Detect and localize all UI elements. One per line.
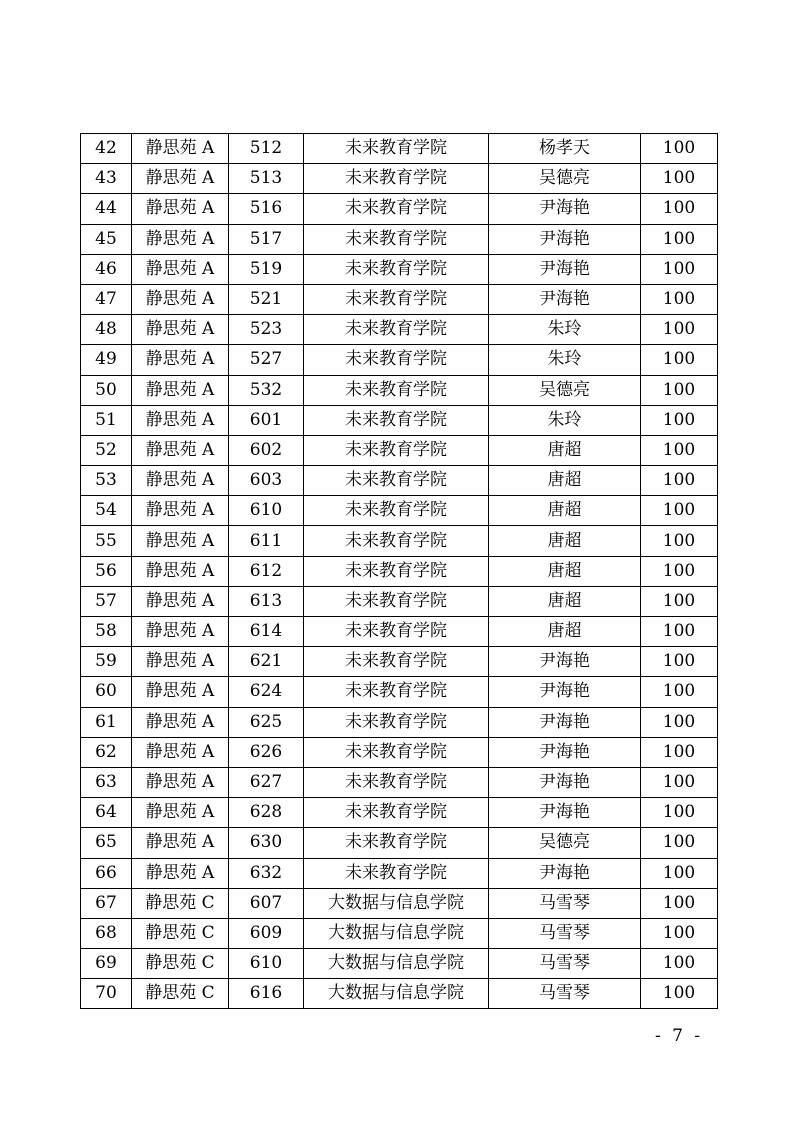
row-number-cell: 66 [81, 858, 132, 888]
row-number-cell: 60 [81, 677, 132, 707]
score-cell: 100 [641, 496, 718, 526]
college-cell: 未来教育学院 [304, 767, 489, 797]
instructor-cell: 马雪琴 [489, 888, 641, 918]
building-cell: 静思苑 A [132, 556, 229, 586]
table-row [81, 828, 718, 858]
building-cell: 静思苑 A [132, 828, 229, 858]
row-number-cell: 62 [81, 737, 132, 767]
score-cell: 100 [641, 737, 718, 767]
instructor-cell: 吴德亮 [489, 164, 641, 194]
dormitory-score-table [80, 133, 718, 1009]
room-cell: 519 [229, 254, 304, 284]
row-number-cell: 46 [81, 254, 132, 284]
college-cell: 大数据与信息学院 [304, 888, 489, 918]
table-row [81, 798, 718, 828]
row-number-cell: 63 [81, 767, 132, 797]
room-cell: 607 [229, 888, 304, 918]
score-cell: 100 [641, 375, 718, 405]
college-cell: 未来教育学院 [304, 194, 489, 224]
room-cell: 523 [229, 315, 304, 345]
room-cell: 612 [229, 556, 304, 586]
college-cell: 未来教育学院 [304, 435, 489, 465]
building-cell: 静思苑 A [132, 586, 229, 616]
college-cell: 未来教育学院 [304, 526, 489, 556]
building-cell: 静思苑 A [132, 737, 229, 767]
college-cell: 未来教育学院 [304, 496, 489, 526]
score-cell: 100 [641, 586, 718, 616]
instructor-cell: 唐超 [489, 617, 641, 647]
instructor-cell: 唐超 [489, 435, 641, 465]
table-row [81, 979, 718, 1009]
instructor-cell: 唐超 [489, 466, 641, 496]
table-row [81, 858, 718, 888]
instructor-cell: 尹海艳 [489, 798, 641, 828]
instructor-cell: 马雪琴 [489, 979, 641, 1009]
instructor-cell: 尹海艳 [489, 254, 641, 284]
table-row [81, 496, 718, 526]
college-cell: 未来教育学院 [304, 617, 489, 647]
table-row [81, 556, 718, 586]
score-cell: 100 [641, 224, 718, 254]
score-cell: 100 [641, 435, 718, 465]
score-cell: 100 [641, 647, 718, 677]
row-number-cell: 44 [81, 194, 132, 224]
table-row [81, 254, 718, 284]
instructor-cell: 尹海艳 [489, 707, 641, 737]
building-cell: 静思苑 A [132, 315, 229, 345]
row-number-cell: 48 [81, 315, 132, 345]
building-cell: 静思苑 C [132, 918, 229, 948]
building-cell: 静思苑 A [132, 466, 229, 496]
college-cell: 未来教育学院 [304, 315, 489, 345]
instructor-cell: 朱玲 [489, 345, 641, 375]
table-row [81, 677, 718, 707]
college-cell: 大数据与信息学院 [304, 949, 489, 979]
instructor-cell: 唐超 [489, 556, 641, 586]
page-number: - 7 - [655, 1026, 704, 1046]
row-number-cell: 47 [81, 284, 132, 314]
room-cell: 611 [229, 526, 304, 556]
table-row [81, 918, 718, 948]
college-cell: 大数据与信息学院 [304, 918, 489, 948]
row-number-cell: 42 [81, 134, 132, 164]
room-cell: 613 [229, 586, 304, 616]
score-cell: 100 [641, 194, 718, 224]
instructor-cell: 尹海艳 [489, 858, 641, 888]
row-number-cell: 56 [81, 556, 132, 586]
building-cell: 静思苑 A [132, 254, 229, 284]
building-cell: 静思苑 A [132, 858, 229, 888]
score-cell: 100 [641, 134, 718, 164]
room-cell: 621 [229, 647, 304, 677]
row-number-cell: 68 [81, 918, 132, 948]
building-cell: 静思苑 A [132, 707, 229, 737]
table-row [81, 224, 718, 254]
score-cell: 100 [641, 315, 718, 345]
score-cell: 100 [641, 254, 718, 284]
college-cell: 未来教育学院 [304, 586, 489, 616]
instructor-cell: 唐超 [489, 526, 641, 556]
row-number-cell: 53 [81, 466, 132, 496]
score-cell: 100 [641, 858, 718, 888]
score-cell: 100 [641, 284, 718, 314]
room-cell: 512 [229, 134, 304, 164]
building-cell: 静思苑 A [132, 134, 229, 164]
score-cell: 100 [641, 556, 718, 586]
room-cell: 614 [229, 617, 304, 647]
row-number-cell: 65 [81, 828, 132, 858]
room-cell: 610 [229, 496, 304, 526]
row-number-cell: 61 [81, 707, 132, 737]
score-cell: 100 [641, 949, 718, 979]
row-number-cell: 50 [81, 375, 132, 405]
instructor-cell: 吴德亮 [489, 375, 641, 405]
table-row [81, 164, 718, 194]
score-cell: 100 [641, 345, 718, 375]
row-number-cell: 55 [81, 526, 132, 556]
score-cell: 100 [641, 164, 718, 194]
instructor-cell: 杨孝天 [489, 134, 641, 164]
row-number-cell: 64 [81, 798, 132, 828]
instructor-cell: 尹海艳 [489, 677, 641, 707]
score-cell: 100 [641, 979, 718, 1009]
building-cell: 静思苑 C [132, 979, 229, 1009]
college-cell: 未来教育学院 [304, 284, 489, 314]
college-cell: 未来教育学院 [304, 254, 489, 284]
instructor-cell: 尹海艳 [489, 284, 641, 314]
table-row [81, 194, 718, 224]
room-cell: 516 [229, 194, 304, 224]
room-cell: 602 [229, 435, 304, 465]
score-cell: 100 [641, 767, 718, 797]
college-cell: 未来教育学院 [304, 828, 489, 858]
building-cell: 静思苑 A [132, 375, 229, 405]
score-cell: 100 [641, 617, 718, 647]
table-row [81, 647, 718, 677]
building-cell: 静思苑 A [132, 164, 229, 194]
college-cell: 未来教育学院 [304, 737, 489, 767]
row-number-cell: 43 [81, 164, 132, 194]
instructor-cell: 尹海艳 [489, 224, 641, 254]
row-number-cell: 58 [81, 617, 132, 647]
building-cell: 静思苑 A [132, 224, 229, 254]
building-cell: 静思苑 A [132, 798, 229, 828]
table-row [81, 405, 718, 435]
building-cell: 静思苑 C [132, 949, 229, 979]
room-cell: 625 [229, 707, 304, 737]
building-cell: 静思苑 A [132, 647, 229, 677]
room-cell: 513 [229, 164, 304, 194]
row-number-cell: 51 [81, 405, 132, 435]
building-cell: 静思苑 A [132, 677, 229, 707]
building-cell: 静思苑 A [132, 284, 229, 314]
room-cell: 628 [229, 798, 304, 828]
score-cell: 100 [641, 888, 718, 918]
table-row [81, 949, 718, 979]
college-cell: 未来教育学院 [304, 405, 489, 435]
room-cell: 627 [229, 767, 304, 797]
building-cell: 静思苑 A [132, 767, 229, 797]
building-cell: 静思苑 A [132, 435, 229, 465]
room-cell: 601 [229, 405, 304, 435]
building-cell: 静思苑 A [132, 617, 229, 647]
instructor-cell: 尹海艳 [489, 737, 641, 767]
table-row [81, 466, 718, 496]
room-cell: 527 [229, 345, 304, 375]
table-row [81, 767, 718, 797]
college-cell: 未来教育学院 [304, 345, 489, 375]
table-row [81, 586, 718, 616]
college-cell: 未来教育学院 [304, 164, 489, 194]
room-cell: 521 [229, 284, 304, 314]
table-row [81, 284, 718, 314]
row-number-cell: 54 [81, 496, 132, 526]
building-cell: 静思苑 A [132, 496, 229, 526]
college-cell: 未来教育学院 [304, 858, 489, 888]
building-cell: 静思苑 C [132, 888, 229, 918]
instructor-cell: 尹海艳 [489, 647, 641, 677]
row-number-cell: 52 [81, 435, 132, 465]
college-cell: 未来教育学院 [304, 677, 489, 707]
score-cell: 100 [641, 526, 718, 556]
score-cell: 100 [641, 918, 718, 948]
instructor-cell: 尹海艳 [489, 767, 641, 797]
table-row [81, 345, 718, 375]
college-cell: 未来教育学院 [304, 375, 489, 405]
building-cell: 静思苑 A [132, 345, 229, 375]
table-row [81, 617, 718, 647]
row-number-cell: 69 [81, 949, 132, 979]
building-cell: 静思苑 A [132, 194, 229, 224]
table-row [81, 888, 718, 918]
college-cell: 未来教育学院 [304, 556, 489, 586]
score-cell: 100 [641, 405, 718, 435]
room-cell: 632 [229, 858, 304, 888]
score-cell: 100 [641, 707, 718, 737]
dormitory-score-table-container [80, 133, 717, 1009]
instructor-cell: 马雪琴 [489, 949, 641, 979]
college-cell: 未来教育学院 [304, 224, 489, 254]
instructor-cell: 尹海艳 [489, 194, 641, 224]
instructor-cell: 吴德亮 [489, 828, 641, 858]
row-number-cell: 67 [81, 888, 132, 918]
room-cell: 517 [229, 224, 304, 254]
score-cell: 100 [641, 798, 718, 828]
instructor-cell: 唐超 [489, 586, 641, 616]
room-cell: 626 [229, 737, 304, 767]
row-number-cell: 45 [81, 224, 132, 254]
table-row [81, 707, 718, 737]
instructor-cell: 朱玲 [489, 315, 641, 345]
table-row [81, 375, 718, 405]
instructor-cell: 朱玲 [489, 405, 641, 435]
table-row [81, 315, 718, 345]
table-row [81, 737, 718, 767]
row-number-cell: 59 [81, 647, 132, 677]
college-cell: 大数据与信息学院 [304, 979, 489, 1009]
college-cell: 未来教育学院 [304, 798, 489, 828]
building-cell: 静思苑 A [132, 405, 229, 435]
room-cell: 624 [229, 677, 304, 707]
table-body [81, 134, 718, 1009]
score-cell: 100 [641, 828, 718, 858]
row-number-cell: 70 [81, 979, 132, 1009]
score-cell: 100 [641, 466, 718, 496]
row-number-cell: 57 [81, 586, 132, 616]
room-cell: 616 [229, 979, 304, 1009]
building-cell: 静思苑 A [132, 526, 229, 556]
room-cell: 610 [229, 949, 304, 979]
row-number-cell: 49 [81, 345, 132, 375]
table-row [81, 134, 718, 164]
room-cell: 603 [229, 466, 304, 496]
table-row [81, 435, 718, 465]
room-cell: 609 [229, 918, 304, 948]
college-cell: 未来教育学院 [304, 707, 489, 737]
room-cell: 532 [229, 375, 304, 405]
score-cell: 100 [641, 677, 718, 707]
table-row [81, 526, 718, 556]
room-cell: 630 [229, 828, 304, 858]
college-cell: 未来教育学院 [304, 466, 489, 496]
college-cell: 未来教育学院 [304, 647, 489, 677]
instructor-cell: 唐超 [489, 496, 641, 526]
college-cell: 未来教育学院 [304, 134, 489, 164]
instructor-cell: 马雪琴 [489, 918, 641, 948]
